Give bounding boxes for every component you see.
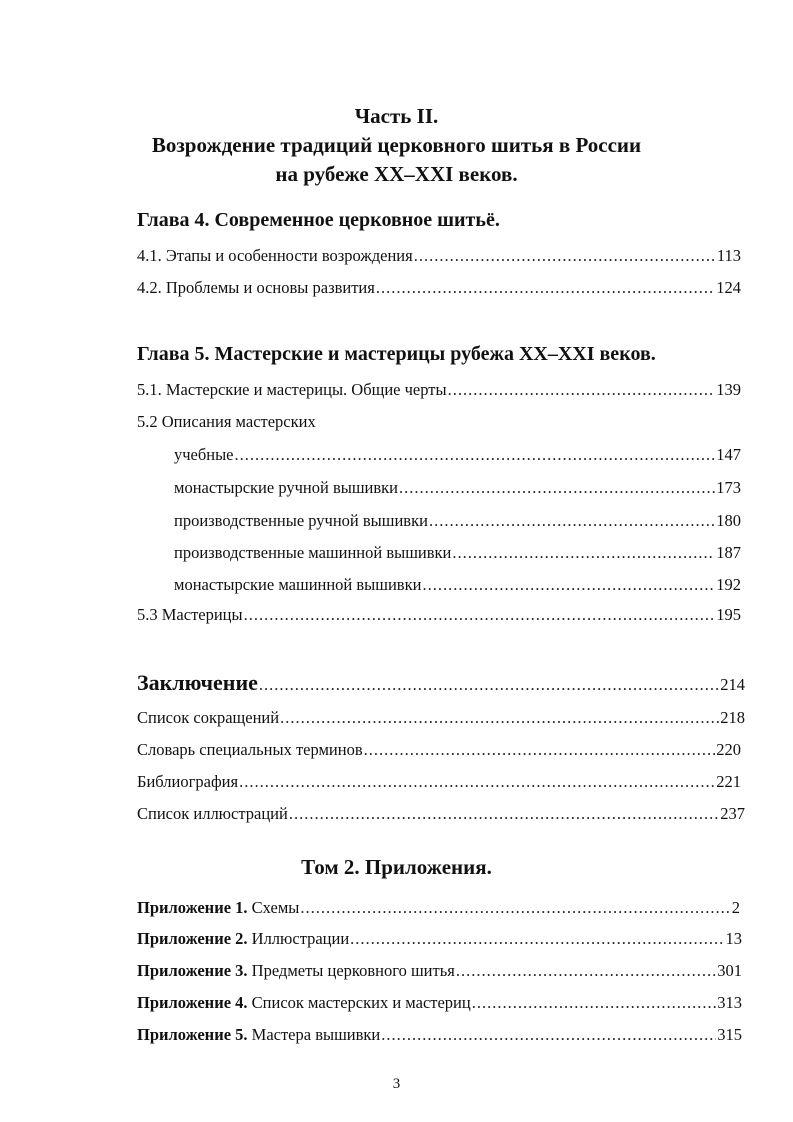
toc-entry-page: 187 (716, 543, 741, 562)
leader-dots (376, 278, 715, 298)
leader-dots (472, 993, 717, 1013)
appendix-title: Предметы церковного шитья (247, 961, 455, 980)
chapter-5-title: Глава 5. Мастерские и мастерицы рубежа XX–XXI веков. (137, 343, 656, 365)
toc-entry-illustrations-list[interactable] (137, 804, 745, 824)
toc-entry-page: 124 (716, 278, 741, 297)
toc-entry-label: производственные ручной вышивки (174, 511, 428, 530)
page-number: 3 (392, 1076, 401, 1092)
toc-subentry-industrial-machine[interactable] (174, 543, 741, 563)
toc-subentry-monastic-machine[interactable] (174, 575, 741, 595)
toc-entry-page: 2 (731, 898, 740, 917)
toc-entry-label: 4.1. Этапы и особенности возрождения (137, 246, 413, 265)
part-number: Часть II. (354, 104, 439, 128)
toc-entry-page: 218 (720, 708, 745, 727)
appendix-title: Схемы (247, 898, 300, 917)
toc-entry-label: Словарь специальных терминов (137, 740, 363, 759)
toc-entry-page: 13 (725, 929, 742, 948)
toc-subentry-monastic-hand[interactable] (174, 478, 741, 498)
leader-dots (452, 543, 715, 563)
leader-dots (289, 804, 719, 824)
toc-entry-abbreviations[interactable] (137, 708, 745, 728)
toc-entry-label: Список иллюстраций (137, 804, 288, 823)
toc-entry-label: 5.3 Мастерицы (137, 605, 243, 624)
toc-entry-page: 237 (720, 804, 745, 823)
toc-entry-label: монастырские машинной вышивки (174, 575, 422, 594)
toc-entry-glossary[interactable] (137, 740, 741, 760)
toc-entry-appendix-5[interactable] (137, 1025, 742, 1045)
appendix-prefix: Приложение 1. (137, 898, 248, 917)
part-heading (0, 102, 793, 189)
part-title-line-1: Возрождение традиций церковного шитья в России (151, 133, 642, 157)
toc-entry-page: 192 (716, 575, 741, 594)
toc-entry-page: 221 (716, 772, 741, 791)
toc-entry-4-2[interactable] (137, 278, 741, 298)
toc-entry-label: 4.2. Проблемы и основы развития (137, 278, 375, 297)
leader-dots (456, 961, 716, 981)
toc-entry-page: 214 (720, 675, 745, 694)
toc-entry-5-3[interactable] (137, 605, 741, 625)
leader-dots (414, 246, 716, 266)
toc-entry-4-1[interactable] (137, 246, 741, 266)
toc-entry-label (137, 898, 299, 918)
toc-entry-appendix-3[interactable] (137, 961, 742, 981)
toc-entry-label: монастырские ручной вышивки (174, 478, 398, 497)
toc-entry-page: 220 (716, 740, 741, 759)
leader-dots (239, 772, 715, 792)
leader-dots (235, 445, 716, 465)
toc-entry-label (137, 993, 471, 1013)
leader-dots (399, 478, 715, 498)
appendix-title: Мастера вышивки (247, 1025, 381, 1044)
toc-entry-page: 313 (717, 993, 742, 1012)
toc-entry-conclusion[interactable] (137, 670, 745, 696)
volume-2-heading: Том 2. Приложения. (301, 855, 492, 879)
toc-entry-page: 315 (717, 1025, 742, 1044)
toc-entry-appendix-2[interactable] (137, 929, 742, 949)
leader-dots (259, 675, 719, 695)
leader-dots (381, 1025, 716, 1045)
toc-section-label: 5.2 Описания мастерских (137, 412, 316, 431)
toc-entry-label: Библиография (137, 772, 239, 791)
appendix-title: Иллюстрации (247, 929, 350, 948)
appendix-prefix: Приложение 3. (137, 961, 248, 980)
leader-dots (448, 380, 716, 400)
leader-dots (364, 740, 716, 760)
leader-dots (244, 605, 716, 625)
toc-entry-page: 147 (716, 445, 741, 464)
toc-entry-label (137, 961, 455, 981)
toc-subentry-educational[interactable] (174, 445, 741, 465)
leader-dots (300, 898, 730, 918)
appendix-prefix: Приложение 4. (137, 993, 248, 1012)
toc-entry-page: 139 (716, 380, 741, 399)
toc-entry-label: Список сокращений (137, 708, 280, 727)
leader-dots (350, 929, 724, 949)
toc-entry-page: 180 (716, 511, 741, 530)
toc-entry-label: Заключение (137, 670, 258, 695)
appendix-title: Список мастерских и мастериц (247, 993, 471, 1012)
toc-entry-label (137, 1025, 380, 1045)
toc-entry-label: учебные (174, 445, 234, 464)
leader-dots (422, 575, 715, 595)
toc-entry-page: 195 (716, 605, 741, 624)
toc-subentry-industrial-hand[interactable] (174, 511, 741, 531)
toc-entry-page: 301 (717, 961, 742, 980)
appendix-prefix: Приложение 2. (137, 929, 248, 948)
leader-dots (280, 708, 719, 728)
part-title-line-2: на рубеже XX–XXI веков. (275, 162, 518, 186)
toc-entry-label: 5.1. Мастерские и мастерицы. Общие черты (137, 380, 447, 399)
toc-section-5-2 (137, 412, 741, 432)
toc-entry-label: производственные машинной вышивки (174, 543, 452, 562)
appendix-prefix: Приложение 5. (137, 1025, 248, 1044)
toc-entry-bibliography[interactable] (137, 772, 741, 792)
toc-entry-page: 113 (716, 246, 741, 265)
toc-entry-appendix-4[interactable] (137, 993, 742, 1013)
chapter-4-title: Глава 4. Современное церковное шитьё. (137, 209, 500, 231)
toc-entry-label (137, 929, 349, 949)
toc-entry-page: 173 (716, 478, 741, 497)
toc-entry-5-1[interactable] (137, 380, 741, 400)
toc-entry-appendix-1[interactable] (137, 898, 740, 918)
leader-dots (429, 511, 715, 531)
